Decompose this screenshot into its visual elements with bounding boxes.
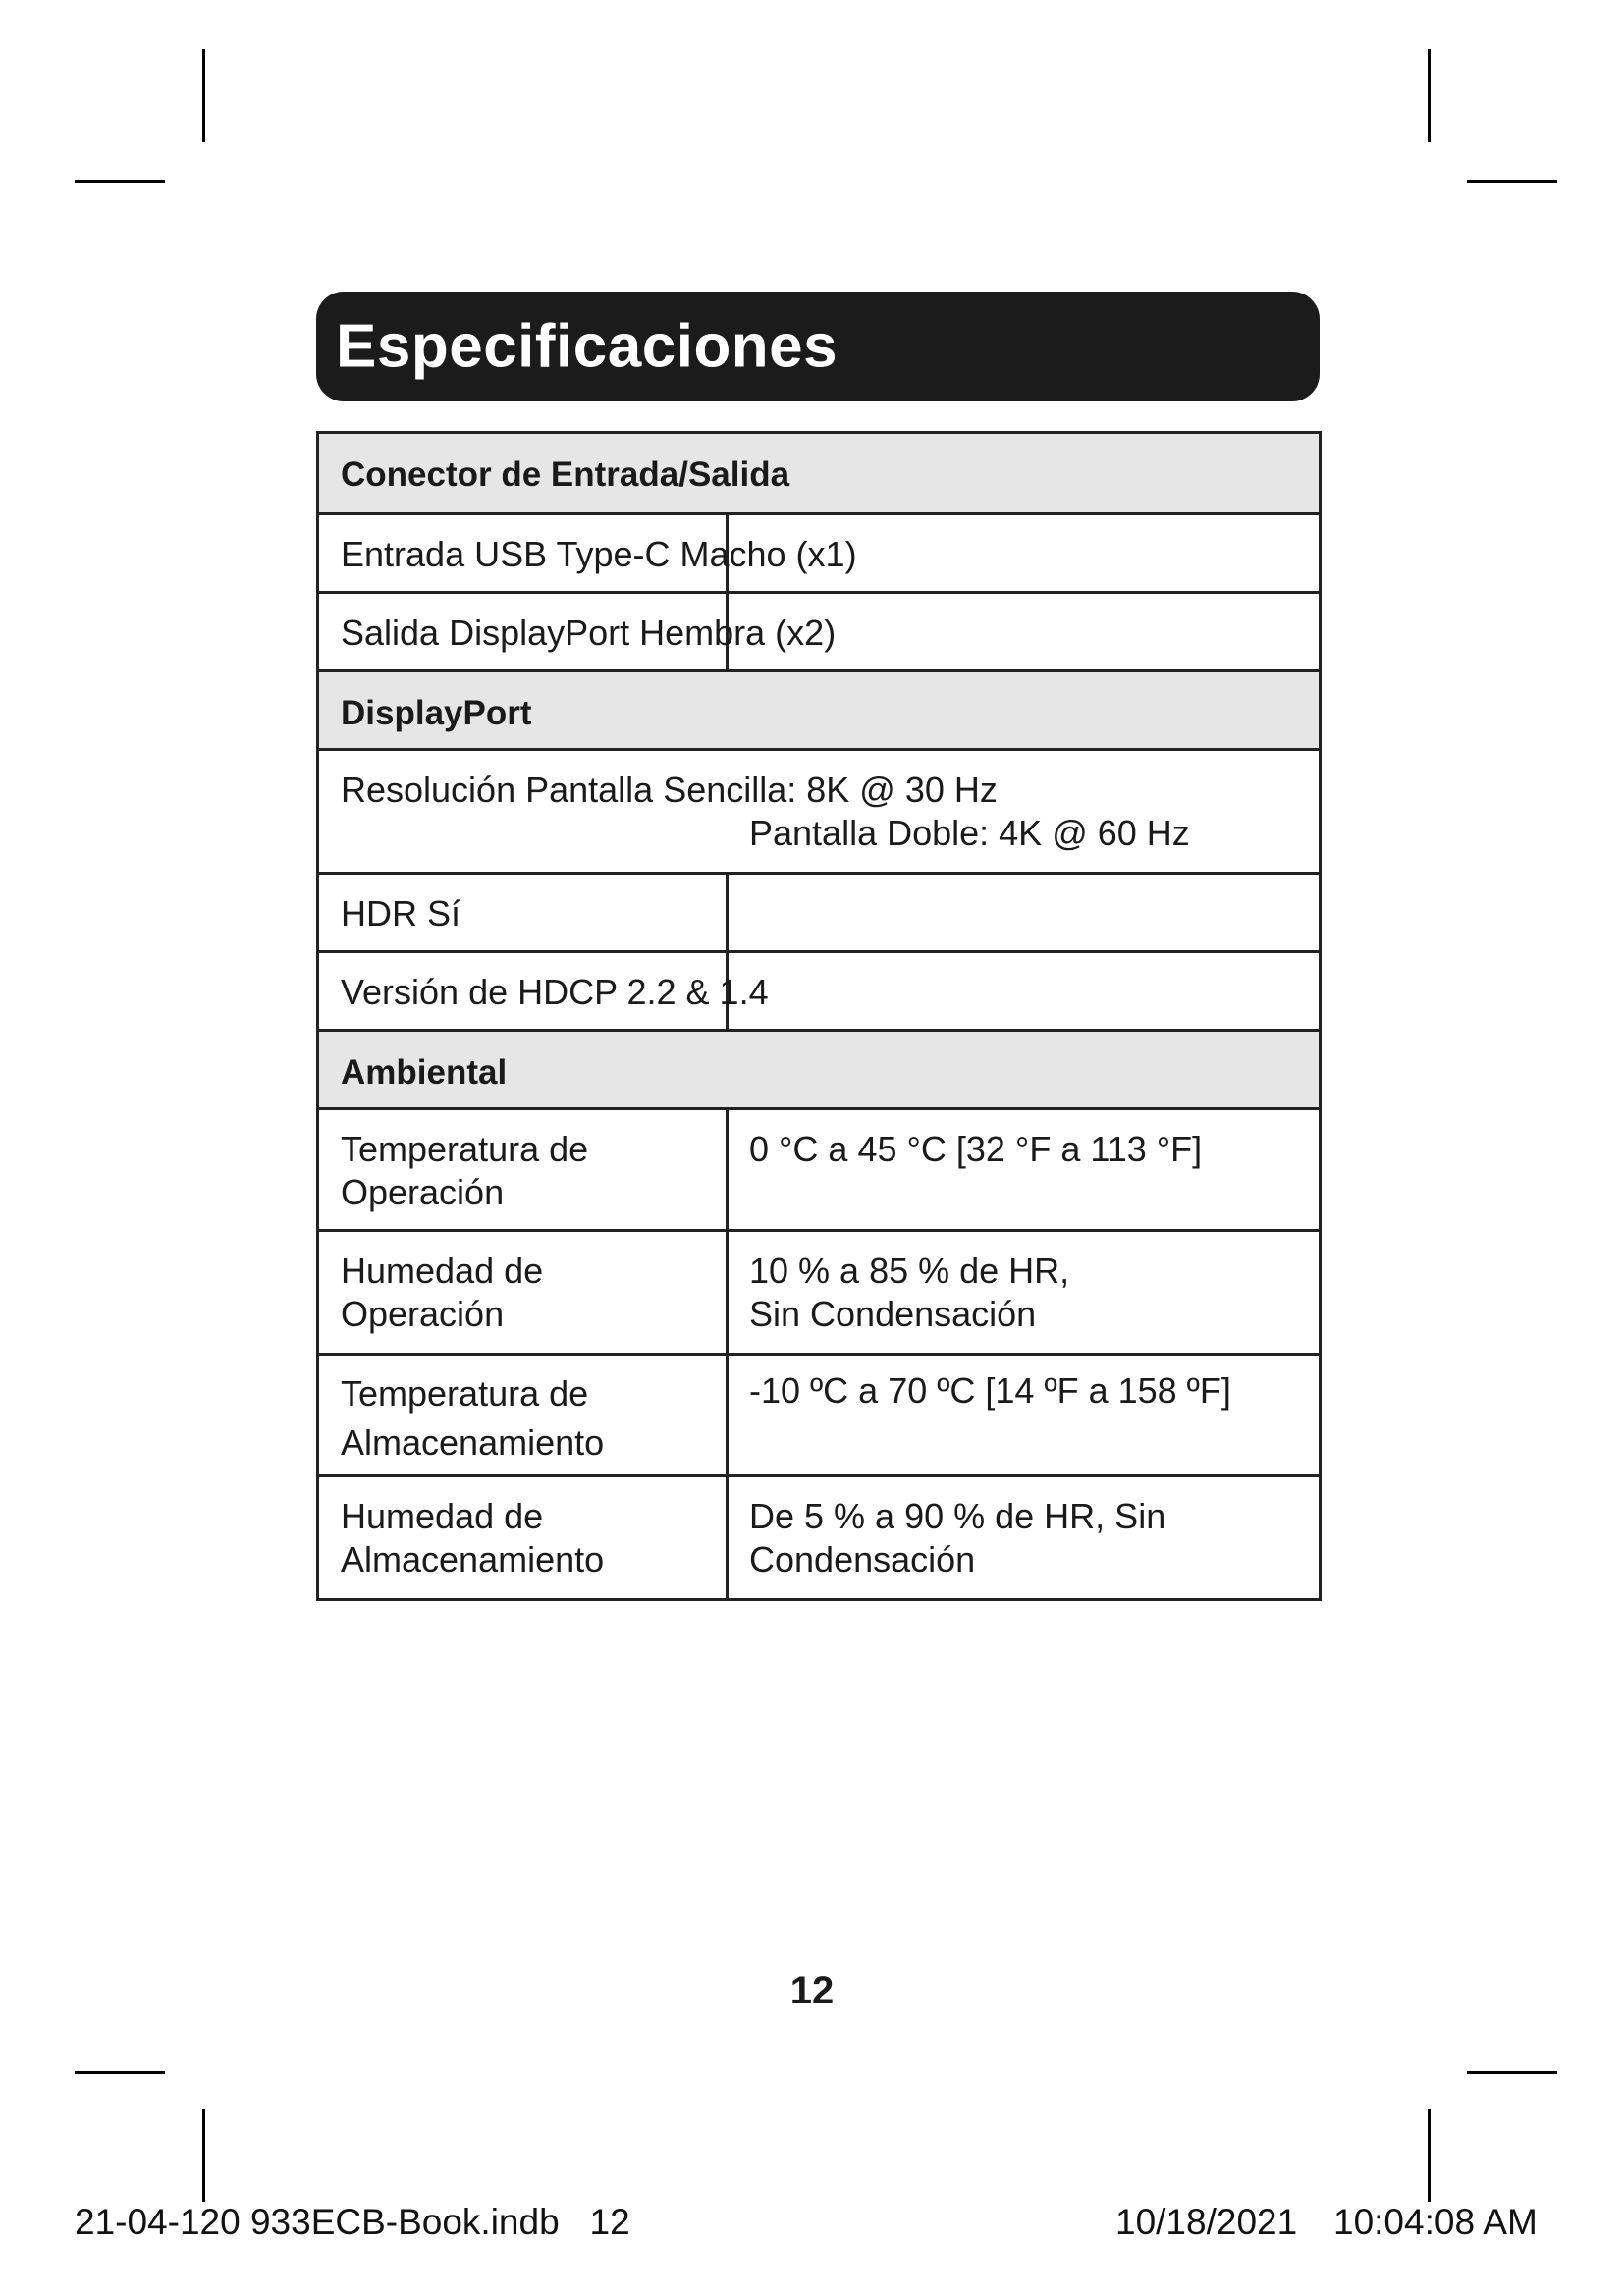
row-text: Versión de HDCP 2.2 & 1.4 bbox=[341, 972, 769, 1012]
label-line: Almacenamiento bbox=[341, 1422, 605, 1463]
column-divider bbox=[726, 1110, 729, 1229]
section-heading: Ambiental bbox=[341, 1053, 508, 1092]
row-value bbox=[749, 1128, 1202, 1171]
value-line: Sin Condensación bbox=[749, 1294, 1037, 1334]
table-row bbox=[319, 1107, 1319, 1229]
row-value: Pantalla Doble: 4K @ 60 Hz bbox=[749, 813, 1190, 853]
row-value bbox=[749, 1495, 1165, 1581]
row-value bbox=[749, 1369, 1231, 1413]
label-line: Operación bbox=[341, 1172, 505, 1212]
footer-date: 10/18/2021 bbox=[1115, 2202, 1298, 2242]
crop-mark bbox=[1467, 2071, 1557, 2074]
label-line: Humedad de bbox=[341, 1496, 544, 1536]
value-line: Condensación bbox=[749, 1539, 976, 1579]
value-line: -10 ºC a 70 ºC [14 ºF a 158 ºF] bbox=[749, 1370, 1231, 1411]
row-label bbox=[341, 1369, 604, 1468]
crop-mark bbox=[202, 49, 205, 142]
section-header bbox=[319, 1029, 1319, 1107]
crop-mark bbox=[1428, 49, 1431, 142]
row-label bbox=[341, 1495, 604, 1581]
crop-mark bbox=[75, 2071, 165, 2074]
table-row bbox=[319, 1353, 1319, 1474]
title-banner bbox=[316, 292, 1320, 401]
crop-mark bbox=[1467, 180, 1557, 183]
section-header bbox=[319, 434, 1319, 512]
row-text: Resolución Pantalla Sencilla: 8K @ 30 Hz bbox=[341, 770, 998, 810]
crop-mark bbox=[1428, 2109, 1431, 2202]
label-line: Almacenamiento bbox=[341, 1539, 605, 1579]
column-divider bbox=[726, 1477, 729, 1598]
row-value bbox=[749, 1250, 1069, 1336]
label-line: Temperatura de bbox=[341, 1129, 589, 1169]
table-row bbox=[319, 591, 1319, 669]
label-line: Humedad de bbox=[341, 1251, 544, 1291]
footer-time: 10:04:08 AM bbox=[1333, 2202, 1538, 2242]
row-text: Entrada USB Type-C Macho (x1) bbox=[341, 534, 857, 574]
specifications-table bbox=[316, 431, 1322, 1601]
row-text: Salida DisplayPort Hembra (x2) bbox=[341, 613, 837, 653]
section-header bbox=[319, 669, 1319, 748]
page-number: 12 bbox=[789, 1969, 835, 2012]
crop-mark bbox=[202, 2109, 205, 2202]
row-label bbox=[341, 1128, 588, 1214]
table-row bbox=[319, 872, 1319, 950]
row-label bbox=[341, 1250, 543, 1336]
footer-file-name: 21-04-120 933ECB-Book.indb 12 bbox=[75, 2202, 630, 2242]
column-divider bbox=[726, 1232, 729, 1353]
page-title: Especificaciones bbox=[336, 312, 839, 381]
table-row bbox=[319, 748, 1319, 872]
column-divider bbox=[726, 1356, 729, 1474]
table-row bbox=[319, 1229, 1319, 1353]
table-row bbox=[319, 512, 1319, 591]
table-row bbox=[319, 950, 1319, 1029]
value-line: De 5 % a 90 % de HR, Sin bbox=[749, 1496, 1166, 1536]
section-heading: DisplayPort bbox=[341, 694, 532, 732]
table-row bbox=[319, 1474, 1319, 1598]
value-line: 10 % a 85 % de HR, bbox=[749, 1251, 1070, 1291]
row-text: HDR Sí bbox=[341, 893, 461, 934]
label-line: Operación bbox=[341, 1294, 505, 1334]
crop-mark bbox=[75, 180, 165, 183]
column-divider bbox=[726, 875, 729, 950]
value-line: 0 °C a 45 °C [32 °F a 113 °F] bbox=[749, 1129, 1203, 1169]
label-line: Temperatura de bbox=[341, 1373, 589, 1414]
section-heading: Conector de Entrada/Salida bbox=[341, 455, 790, 494]
